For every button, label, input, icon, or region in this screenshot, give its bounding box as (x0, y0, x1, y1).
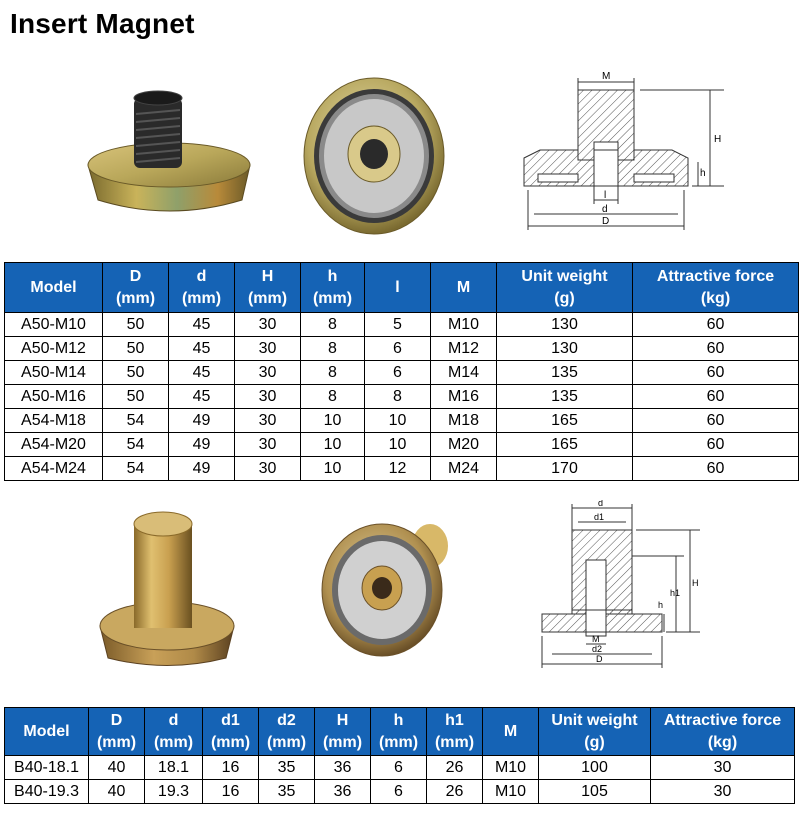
column-header-label: Unit weight (521, 267, 608, 285)
column-header-label: Model (30, 278, 77, 296)
drawing1-label-l: l (604, 190, 607, 201)
table-cell: 8 (301, 385, 365, 409)
column-header-label: M (456, 278, 471, 296)
table-cell: A54-M20 (5, 433, 103, 457)
table-cell: A50-M12 (5, 337, 103, 361)
column-header-label: d2 (277, 711, 296, 729)
table-cell: 60 (633, 385, 799, 409)
table-cell: 30 (235, 457, 301, 481)
table-cell: B40-19.3 (5, 780, 89, 804)
table-row (5, 457, 799, 481)
column-header (483, 708, 539, 756)
table-cell: 10 (301, 409, 365, 433)
table-cell: 30 (235, 385, 301, 409)
table-row (5, 313, 799, 337)
column-header-unit: (g) (554, 289, 575, 307)
table-cell: 54 (103, 457, 169, 481)
table-cell: 36 (315, 780, 371, 804)
table-cell: 50 (103, 313, 169, 337)
table-cell: 165 (497, 409, 633, 433)
table-row (5, 409, 799, 433)
column-header-label: Unit weight (551, 711, 638, 729)
drawing1-label-d: d (602, 204, 608, 215)
spec-table-b-header (5, 708, 795, 756)
spec-table-a-body (5, 313, 799, 481)
spec-table-a-header (5, 263, 799, 313)
column-header-label: Model (23, 722, 70, 740)
table-cell: 60 (633, 337, 799, 361)
column-header (103, 263, 169, 313)
column-header-unit: (mm) (153, 733, 194, 751)
table-cell: 26 (427, 756, 483, 780)
drawing1-label-h: h (700, 168, 706, 179)
column-header (259, 708, 315, 756)
table-cell: 30 (235, 433, 301, 457)
table-cell: 60 (633, 361, 799, 385)
pin-magnet-drawing (528, 500, 708, 672)
table-cell: 18.1 (145, 756, 203, 780)
table-cell: 54 (103, 433, 169, 457)
table-cell: 50 (103, 361, 169, 385)
table-cell: 12 (365, 457, 431, 481)
column-header-label: h (393, 711, 404, 729)
column-header (427, 708, 483, 756)
column-header-label: D (129, 267, 142, 285)
column-header-unit: (mm) (266, 733, 307, 751)
table-cell: 10 (301, 433, 365, 457)
drawing2-label-h: h (658, 600, 664, 610)
column-header-label: d (196, 267, 207, 285)
table-cell: 50 (103, 337, 169, 361)
table-cell: 10 (301, 457, 365, 481)
table-cell: 8 (365, 385, 431, 409)
table-cell: M12 (431, 337, 497, 361)
column-header (315, 708, 371, 756)
table-cell: 165 (497, 433, 633, 457)
table-cell: 36 (315, 756, 371, 780)
table-cell: 6 (365, 337, 431, 361)
table-cell: 60 (633, 409, 799, 433)
table-cell: 50 (103, 385, 169, 409)
table-row (5, 385, 799, 409)
column-header-unit: (mm) (96, 733, 137, 751)
column-header (633, 263, 799, 313)
table-cell: 6 (365, 361, 431, 385)
threaded-magnet-bottom-photo (300, 76, 450, 236)
table-cell: 100 (539, 756, 651, 780)
drawing1-label-D: D (602, 216, 610, 227)
table-cell: 35 (259, 780, 315, 804)
table-cell: 26 (427, 780, 483, 804)
table-cell: 170 (497, 457, 633, 481)
table-cell: M16 (431, 385, 497, 409)
table-cell: 45 (169, 337, 235, 361)
table-cell: 10 (365, 433, 431, 457)
table-cell: 30 (235, 361, 301, 385)
column-header-label: Attractive force (663, 711, 782, 729)
column-header (431, 263, 497, 313)
table-cell: M24 (431, 457, 497, 481)
drawing2-label-D: D (596, 654, 603, 664)
table-cell: M10 (483, 756, 539, 780)
spec-table-b-body (5, 756, 795, 804)
table-cell: A50-M14 (5, 361, 103, 385)
column-header (365, 263, 431, 313)
table-cell: 30 (651, 756, 795, 780)
table-cell: B40-18.1 (5, 756, 89, 780)
table-cell: 105 (539, 780, 651, 804)
column-header-label: h1 (445, 711, 464, 729)
table-row (5, 756, 795, 780)
column-header-unit: (mm) (378, 733, 419, 751)
column-header-unit: (mm) (210, 733, 251, 751)
table-cell: 16 (203, 756, 259, 780)
table-cell: 10 (365, 409, 431, 433)
column-header (497, 263, 633, 313)
table-cell: 60 (633, 313, 799, 337)
drawing2-label-H: H (692, 578, 699, 588)
table-row (5, 780, 795, 804)
column-header (651, 708, 795, 756)
column-header (301, 263, 365, 313)
table-cell: 49 (169, 457, 235, 481)
table-cell: 16 (203, 780, 259, 804)
table-cell: 135 (497, 385, 633, 409)
table-cell: M10 (483, 780, 539, 804)
threaded-magnet-side-photo (78, 80, 258, 220)
table-cell: 45 (169, 361, 235, 385)
column-header (5, 263, 103, 313)
table-cell: 130 (497, 337, 633, 361)
column-header-label: H (261, 267, 274, 285)
column-header-unit: (mm) (312, 289, 353, 307)
table-row (5, 361, 799, 385)
column-header (539, 708, 651, 756)
pin-magnet-side-photo (92, 508, 242, 673)
drawing2-label-d1: d1 (594, 512, 605, 522)
table-cell: 6 (371, 756, 427, 780)
column-header-label: l (395, 278, 400, 296)
table-cell: M10 (431, 313, 497, 337)
column-header (5, 708, 89, 756)
table-cell: 8 (301, 337, 365, 361)
column-header (371, 708, 427, 756)
column-header (203, 708, 259, 756)
table-cell: A54-M18 (5, 409, 103, 433)
column-header-unit: (mm) (181, 289, 222, 307)
table-cell: 49 (169, 433, 235, 457)
column-header-label: d (168, 711, 179, 729)
drawing1-label-H: H (714, 134, 722, 145)
table-cell: 5 (365, 313, 431, 337)
column-header (235, 263, 301, 313)
column-header-label: D (110, 711, 123, 729)
column-header-label: d1 (221, 711, 240, 729)
column-header-label: H (336, 711, 349, 729)
column-header-unit: (g) (584, 733, 605, 751)
table-cell: 6 (371, 780, 427, 804)
table-cell: 8 (301, 313, 365, 337)
table-cell: M14 (431, 361, 497, 385)
drawing1-label-M: M (602, 71, 611, 82)
table-cell: 30 (651, 780, 795, 804)
column-header-unit: (kg) (707, 733, 738, 751)
table-cell: 35 (259, 756, 315, 780)
column-header-label: Attractive force (656, 267, 775, 285)
drawing2-label-d2: d2 (592, 644, 603, 654)
table-cell: 60 (633, 433, 799, 457)
table-cell: 8 (301, 361, 365, 385)
page-title: Insert Magnet (10, 8, 195, 39)
table-cell: 40 (89, 756, 145, 780)
table-cell: 135 (497, 361, 633, 385)
table-cell: 30 (235, 313, 301, 337)
spec-table-b-series (4, 707, 795, 804)
table-cell: 19.3 (145, 780, 203, 804)
column-header (145, 708, 203, 756)
column-header (169, 263, 235, 313)
table-cell: 49 (169, 409, 235, 433)
drawing2-label-h1: h1 (670, 588, 681, 598)
column-header-unit: (mm) (247, 289, 288, 307)
table-cell: 130 (497, 313, 633, 337)
table-cell: 54 (103, 409, 169, 433)
table-cell: A50-M10 (5, 313, 103, 337)
threaded-magnet-drawing (510, 70, 740, 235)
table-cell: 30 (235, 409, 301, 433)
table-row (5, 337, 799, 361)
column-header-label: h (327, 267, 338, 285)
table-cell: 60 (633, 457, 799, 481)
drawing2-label-M: M (592, 634, 600, 644)
column-header-unit: (mm) (322, 733, 363, 751)
column-header-label: M (503, 722, 518, 740)
table-cell: 45 (169, 313, 235, 337)
table-cell: 30 (235, 337, 301, 361)
table-cell: A50-M16 (5, 385, 103, 409)
column-header-unit: (mm) (434, 733, 475, 751)
table-row (5, 433, 799, 457)
table-cell: M20 (431, 433, 497, 457)
spec-table-a-series (4, 262, 799, 481)
drawing2-label-d: d (598, 500, 604, 508)
table-cell: M18 (431, 409, 497, 433)
table-cell: 45 (169, 385, 235, 409)
column-header-unit: (kg) (700, 289, 731, 307)
column-header (89, 708, 145, 756)
table-cell: A54-M24 (5, 457, 103, 481)
table-cell: 40 (89, 780, 145, 804)
pin-magnet-bottom-photo (318, 514, 458, 659)
column-header-unit: (mm) (115, 289, 156, 307)
